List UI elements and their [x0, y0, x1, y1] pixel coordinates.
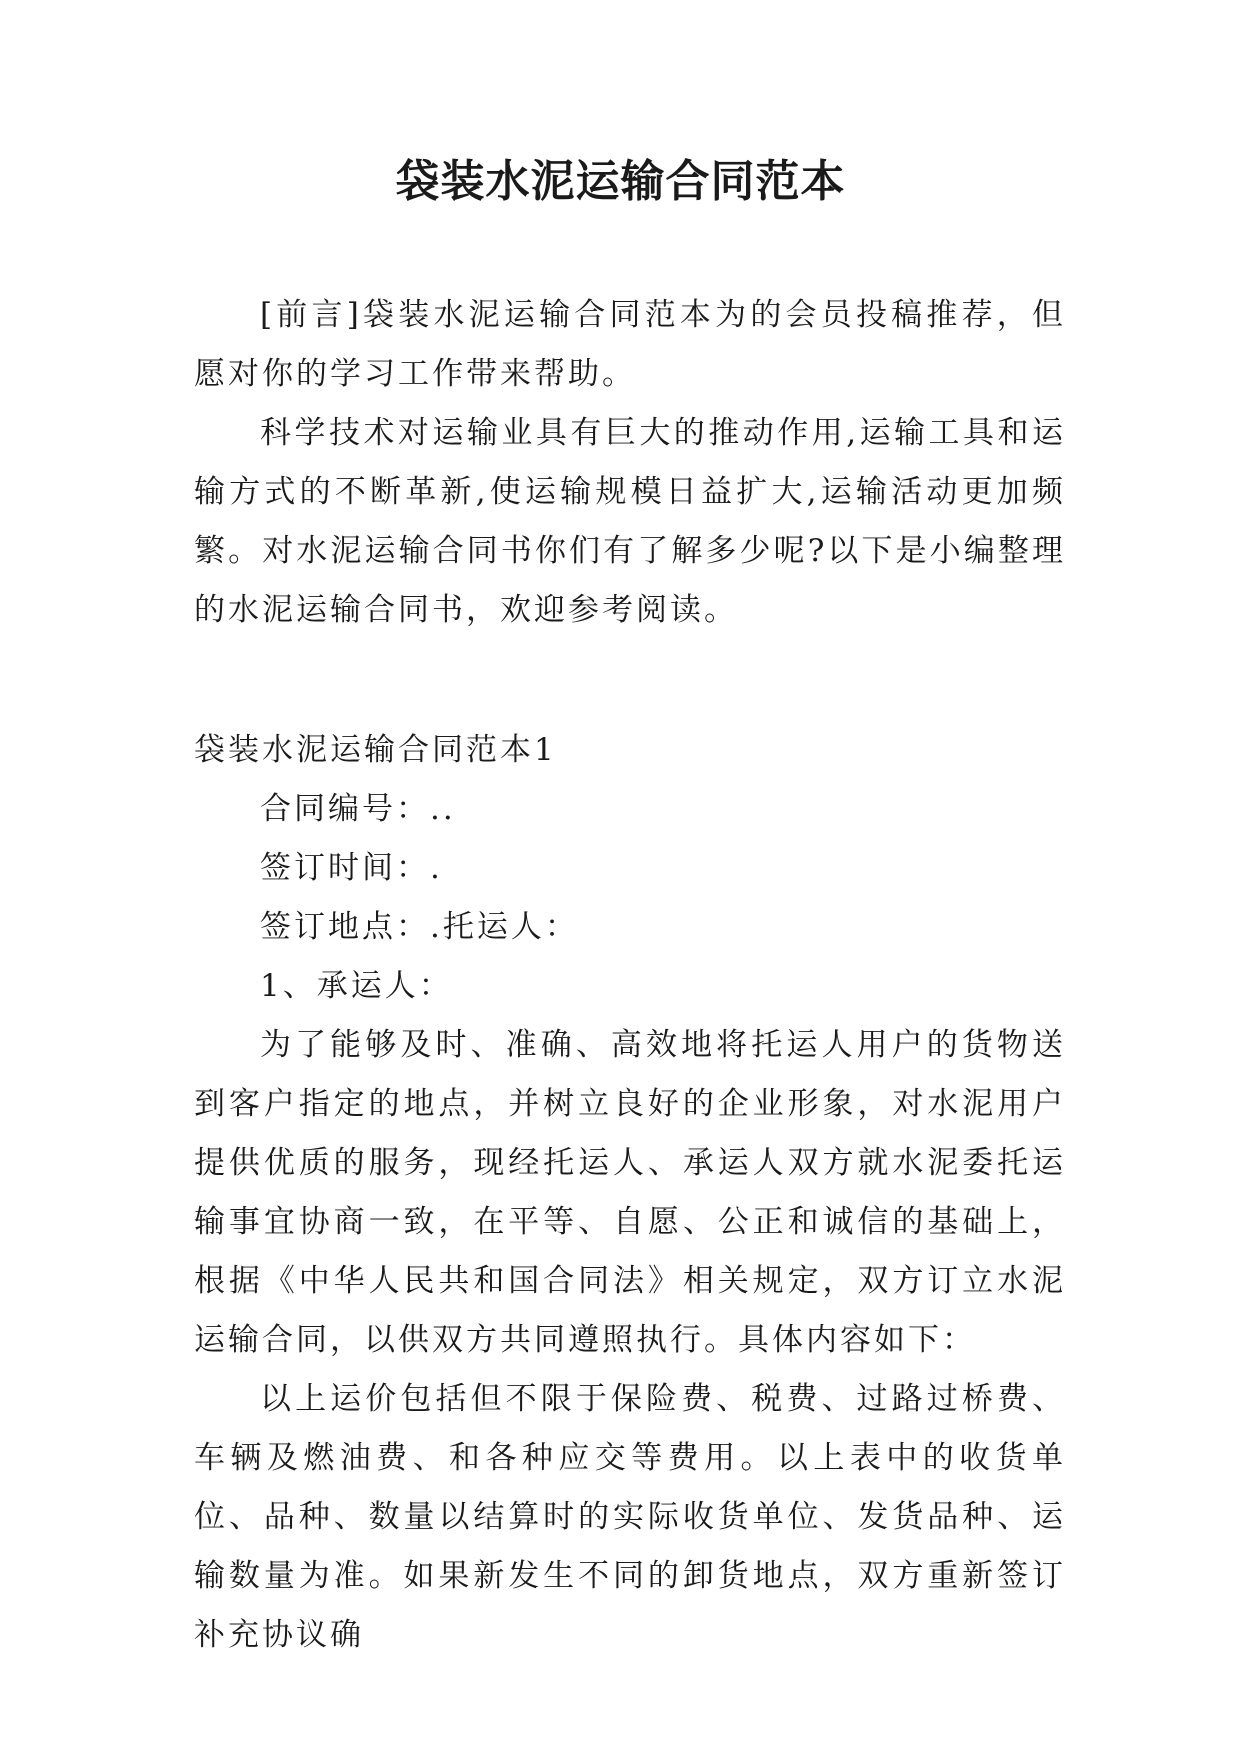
contract-number-line: 合同编号：..	[260, 791, 456, 827]
signing-time-line: 签订时间：.	[260, 850, 443, 886]
contract-purpose-paragraph: 为了能够及时、准确、高效地将托运人用户的货物送到客户指定的地点，并树立良好的企业形象，对水泥用户提供优质的服务，现经托运人、承运人双方就水泥委托运输事宜协商一致，在平等、自愿、公正和诚信的基础上，根据《中华人民共和国合同法》相关规定，双方订立水泥运输合同，以供双方共同遵照执行。具体内容如下：	[194, 1027, 1066, 1358]
intro-paragraph-preface: [前言]袋装水泥运输合同范本为的会员投稿推荐，但愿对你的学习工作带来帮助。	[194, 297, 1066, 392]
freight-terms-paragraph: 以上运价包括但不限于保险费、税费、过路过桥费、车辆及燃油费、和各种应交等费用。以上表中的收货单位、品种、数量以结算时的实际收货单位、发货品种、运输数量为准。如果新发生不同的卸货地点，双方重新签订补充协议确	[194, 1381, 1066, 1653]
section-heading: 袋装水泥运输合同范本1	[194, 732, 557, 768]
intro-paragraph-background: 科学技术对运输业具有巨大的推动作用,运输工具和运输方式的不断革新,使运输规模日益扩大,运输活动更加频繁。对水泥运输合同书你们有了解多少呢?以下是小编整理的水泥运输合同书，欢迎参考阅读。	[194, 415, 1066, 628]
signing-place-line: 签订地点：.托运人：	[260, 909, 579, 945]
section-spacer	[194, 640, 1066, 721]
carrier-line: 1、承运人：	[260, 968, 453, 1004]
document-title: 袋装水泥运输合同范本	[395, 156, 846, 207]
document-body	[194, 286, 1066, 1665]
